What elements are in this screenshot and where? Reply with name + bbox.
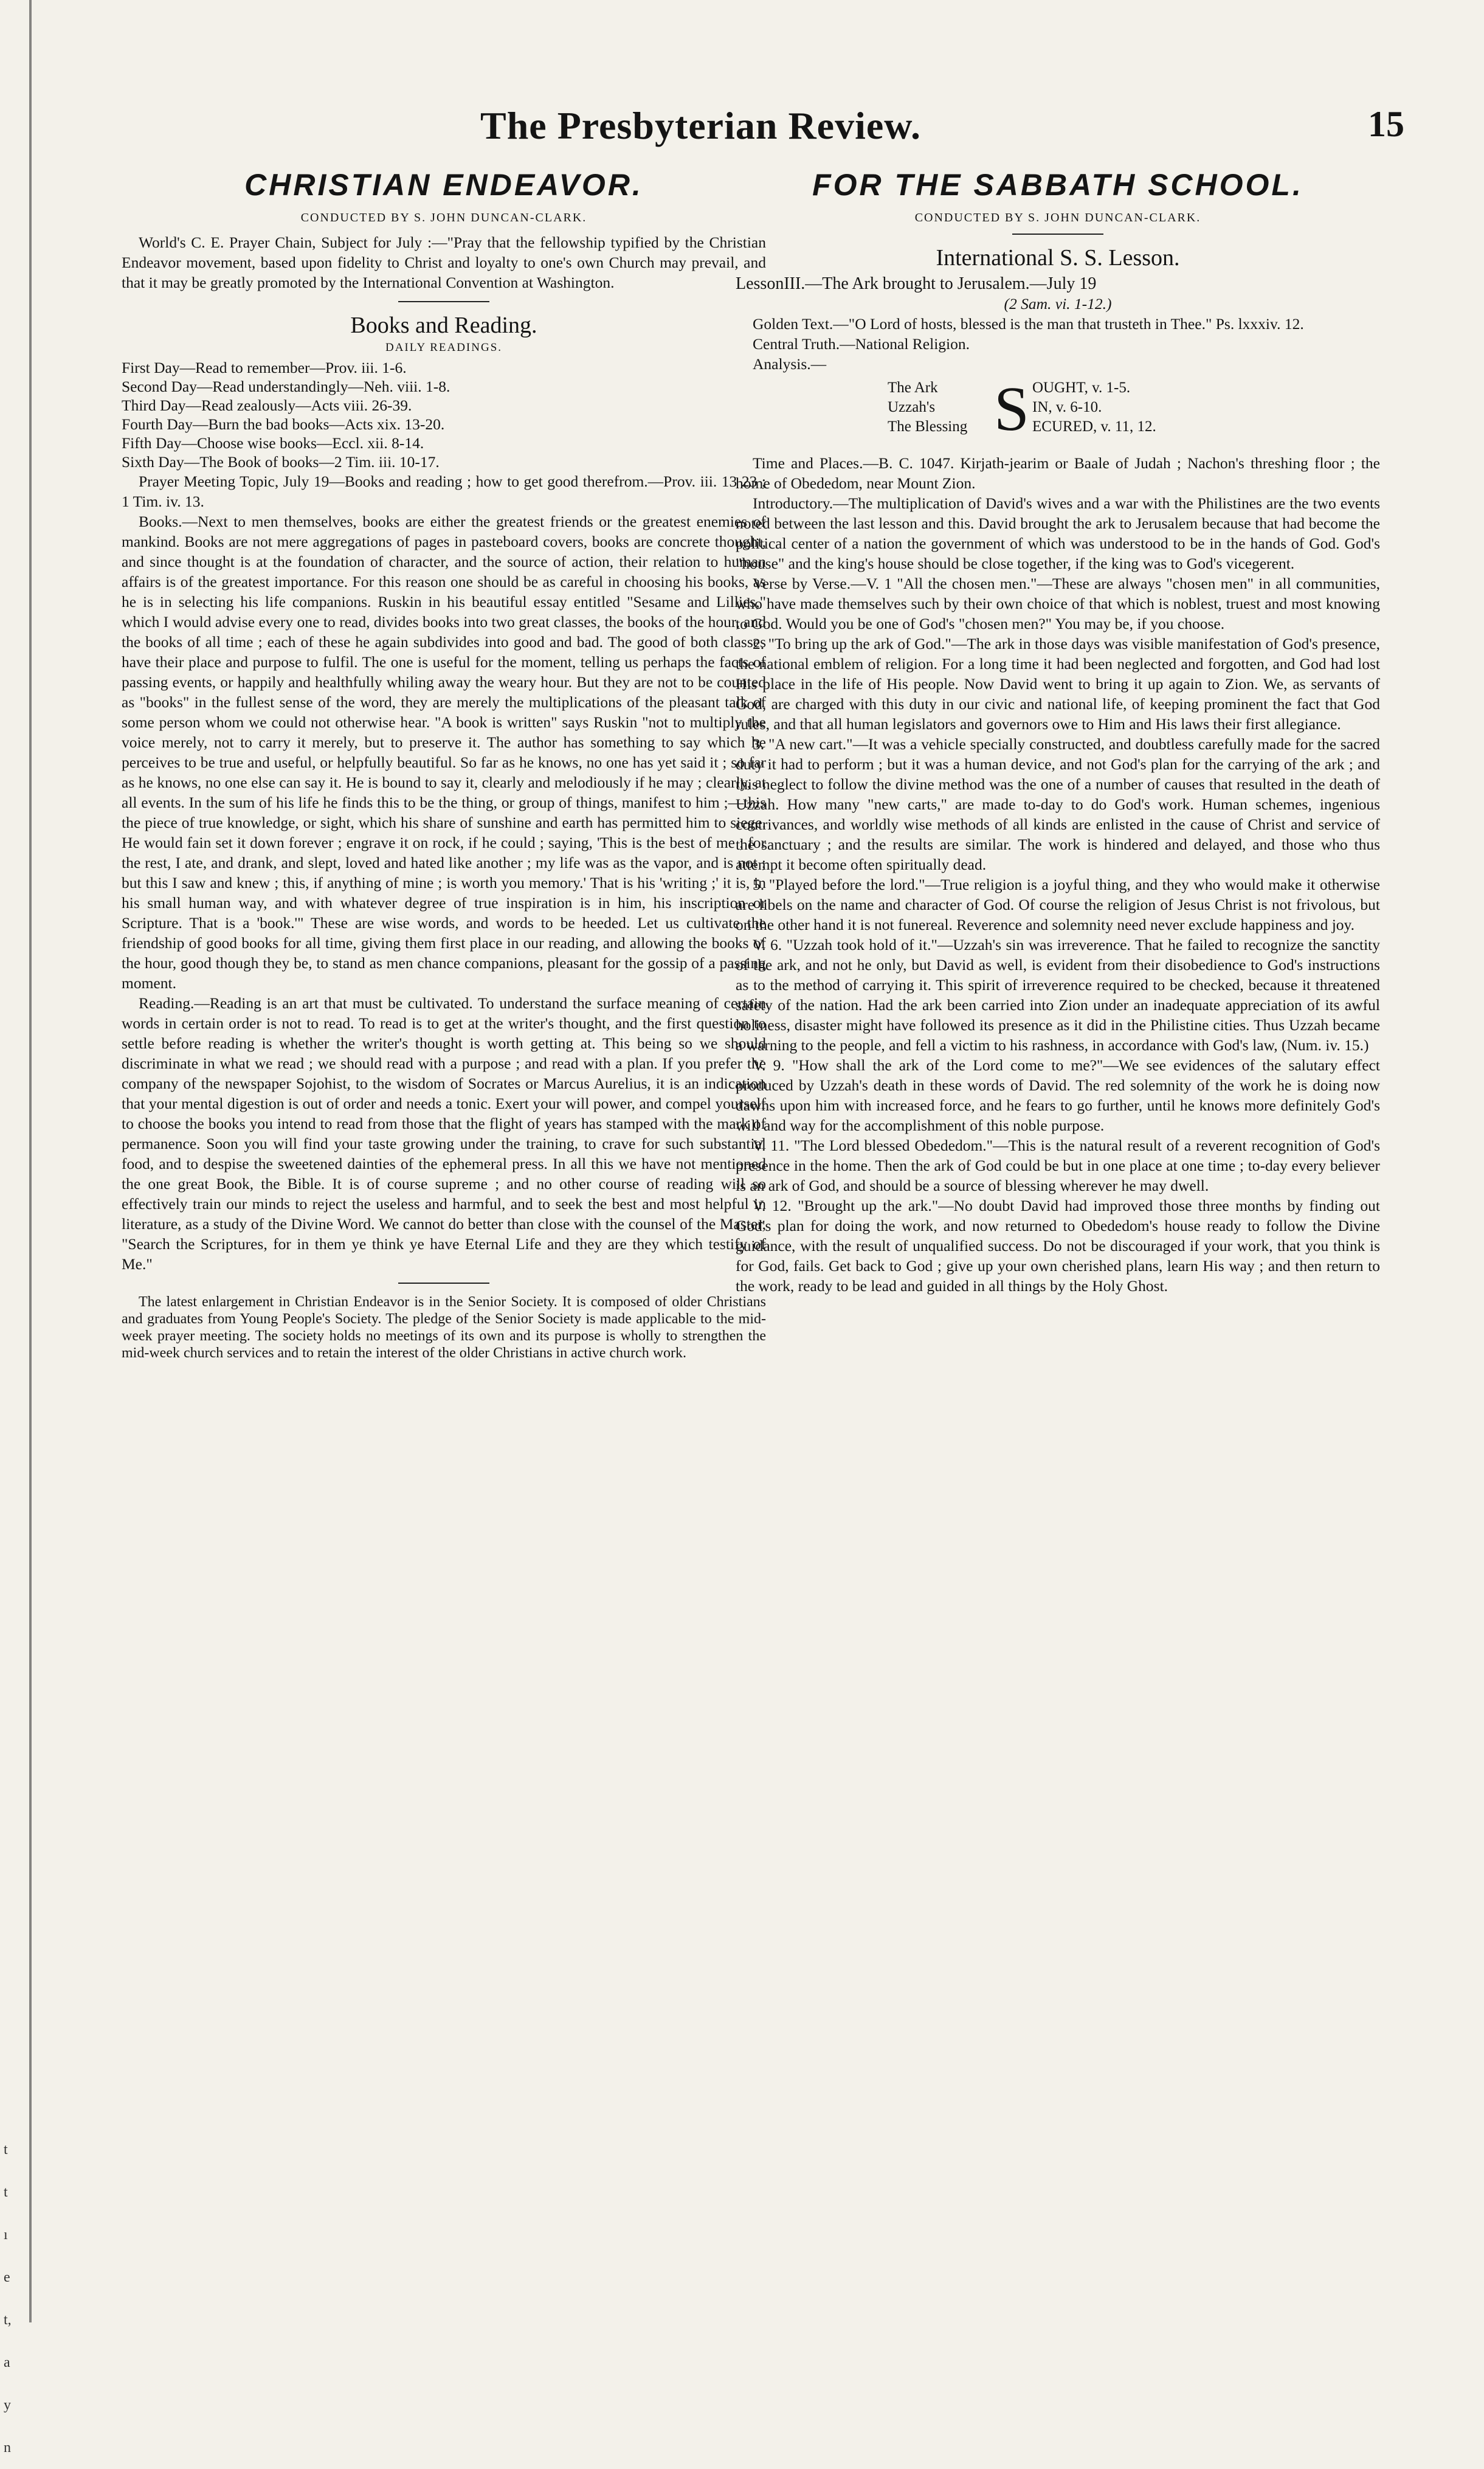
verse-paragraph: V. 9. "How shall the ark of the Lord come to me?"—We see evidences of the salutary effect produced by Uzzah's death in these words of David. The red solemnity of the work he is doing now dawns upon him with increased force, and he fears to go further, until he knows more definitely God's will and way for the accomplishment of this noble purpose. [736,1056,1380,1134]
verse-paragraph: V. 6. "Uzzah took hold of it."—Uzzah's sin was irreverence. That he failed to recognize the sanctity of the ark, and not he only, but David as well, is evident from their disobedience to God's instructions as to the method of carrying it. This spirit of irreverence required to be checked, because it threatened safety of the nation. Had the ark been carried into Zion under an inadequate appreciation of its awful holiness, disaster might have followed its presence as it did in the Philistine cities. Thus Uzzah became a warning to the people, and fell a victim to his rashness, in accordance with God's law, (Num. iv. 15.) [736,936,1380,1054]
introductory-paragraph: Introductory.—The multiplication of David's wives and a war with the Philistines are the two events noted between the last lesson and this. David brought the ark to Jerusalem because that had become the political center of a nation the government of which was understood to be in the hands of God. God's "house" and the king's house should be close together, if the king was to God's vicegerent. [736,494,1380,572]
reading-paragraph: Reading.—Reading is an art that must be cultivated. To understand the surface meaning of certain words in certain order is not to read. To read is to get at the writer's thought, and the first question to settle before reading is whether the writer's thought is worth getting at. This being so we should discriminate in what we read ; we should read with a purpose ; and read with a plan. If you prefer the company of the newspaper Sojohist, to the wisdom of Socrates or Marcus Aurelius, it is an indication that your mental digestion is out of order and needs a tonic. Exert your will power, and compel yourself to choose the books you intend to read from those that the flight of years has stamped with the mark of permanence. Soon you will find your taste growing under the training, to crave for such substantial food, and to despise the sweetened dainties of the ephemeral press. In all this we have not mentioned the one great Book, the Bible. It is of course supreme ; and no other course of reading will so effectively train our minds to reject the useless and harmful, and to seek the best and most helpful in literature, as a study of the Divine Word. We cannot do better than close with the counsel of the Master, "Search the Scriptures, for in them ye think ye have Eternal Life and they are they which testify of Me." [122,994,766,1273]
verse-paragraph: Verse by Verse.—V. 1 "All the chosen men."—These are always "chosen men" in all communities, who have made themselves such by their own choice of that which is noblest, truest and most knowing to God. Would you be one of God's "chosen men?" You may be, if you choose. [736,575,1380,632]
left-column [122,167,766,1362]
prayer-meeting-topic: Prayer Meeting Topic, July 19—Books and reading ; how to get good therefrom.—Prov. iii. 13 23 ; 1 Tim. iv. 13. [122,473,766,510]
analysis-brace-letter: S [994,374,1029,444]
verse-paragraph: 3. "A new cart."—It was a vehicle specially constructed, and doubtless carefully made for the sacred duty it had to perform ; but it was a human device, and not God's plan for the carrying of the ark ; and this neglect to follow the divine method was the one of a number of causes that resulted in the death of Uzzah. How many "new carts," are made to-day to do God's work. Human schemes, ingenious contrivances, and worldly wise methods of all kinds are enlisted in the cause of Christ and service of the sanctuary ; and the results are similar. The work is hindered and delayed, and those who thus attempt it become often spiritually dead. [736,735,1380,873]
verse-paragraph: 5. "Played before the lord."—True religion is a joyful thing, and they who would make it otherwise are libels on the name and character of God. Of course the religion of Jesus Christ is not frivolous, but on the other hand it is not funereal. Reverence and solemnity need never exclude happiness and joy. [736,876,1380,933]
analysis-item: ECURED, v. 11, 12. [1032,418,1156,435]
analysis-diagram [736,376,1380,448]
senior-society-text: The latest enlargement in Christian Endeavor is in the Senior Society. It is composed of older Christians and graduates from Young People's Society. The pledge of the Senior Society is made applicable to the mid-week prayer meeting. The society holds no meetings of its own and its purpose is wholly to strengthen the mid-week church services and to retain the interest of the older Christians in active church work. [122,1294,766,1361]
section-heading-sabbath-school: FOR THE SABBATH SCHOOL. [812,168,1303,202]
divider [1012,234,1103,235]
lesson-reference: (2 Sam. vi. 1-12.) [1004,295,1112,313]
margin-mark: y [4,2397,11,2413]
section-heading-christian-endeavor: CHRISTIAN ENDEAVOR. [244,168,643,202]
reading-item: Fifth Day—Choose wise books—Eccl. xii. 8-14. [122,434,424,452]
lesson-title: LessonIII.—The Ark brought to Jerusalem.—July 19 [736,274,1097,293]
binding-edge [29,0,32,2322]
byline: CONDUCTED BY S. JOHN DUNCAN-CLARK. [300,211,587,224]
prayer-chain-paragraph: World's C. E. Prayer Chain, Subject for July :—"Pray that the fellowship typified by the Christian Endeavor movement, based upon fidelity to Christ and loyalty to one's own Church may prevail, and that it may be greatly promoted by the International Convention at Washington. [122,234,766,291]
reading-item: Sixth Day—The Book of books—2 Tim. iii. 10-17. [122,453,440,471]
margin-mark: t [4,2184,8,2200]
margin-mark: a [4,2355,10,2370]
margin-mark: ı [4,2227,8,2243]
senior-society-note [122,1293,766,1362]
reading-item: Second Day—Read understandingly—Neh. viii. 1-8. [122,378,450,395]
divider [398,1283,489,1284]
analysis-item: IN, v. 6-10. [1032,399,1102,415]
central-truth: Central Truth.—National Religion. [753,335,970,353]
running-head [0,103,1484,152]
verse-paragraph: V. 11. "The Lord blessed Obededom."—This is the natural result of a reverent recognition of God's presence in the home. Then the ark of God could be but in one place at one time ; to-day every believer is an ark of God, and should be a source of blessing wherever he may dwell. [736,1137,1380,1194]
margin-marks [4,2128,22,2469]
journal-title: The Presbyterian Review. [480,104,921,147]
margin-mark: e [4,2270,10,2285]
verse-paragraph: V. 12. "Brought up the ark."—No doubt David had improved those three months by finding out God's plan for doing the work, and now returned to Obededom's house ready to follow the Divine guidance, with the result of unqualified success. Do not be discouraged if your work, that you think is for God, fails. Get back to God ; give up your own cherished plans, learn His way ; and then return to the work, ready to be lead and guided in all things by the Holy Ghost. [736,1197,1380,1295]
analysis-label-item: The Blessing [888,418,968,435]
analysis-label: Analysis.— [753,355,827,373]
daily-readings-label: DAILY READINGS. [385,341,503,354]
analysis-label-item: The Ark [888,379,938,396]
reading-item: Fourth Day—Burn the bad books—Acts xix. 13-20. [122,415,445,433]
books-reading-heading: Books and Reading. [350,313,537,338]
margin-mark: t [4,2142,8,2158]
right-column [736,167,1380,1296]
reading-item: Third Day—Read zealously—Acts viii. 26-39. [122,396,412,414]
margin-mark: t, [4,2312,12,2328]
time-and-places: Time and Places.—B. C. 1047. Kirjath-jearim or Baale of Judah ; Nachon's threshing floor ; the home of Obededom, near Mount Zion. [736,454,1380,492]
analysis-item: OUGHT, v. 1-5. [1032,379,1131,396]
divider [398,301,489,302]
margin-mark: n [4,2440,11,2456]
lesson-heading: International S. S. Lesson. [936,245,1180,271]
reading-item: First Day—Read to remember—Prov. iii. 1-6. [122,359,407,376]
byline: CONDUCTED BY S. JOHN DUNCAN-CLARK. [914,211,1201,224]
analysis-label-item: Uzzah's [888,399,936,415]
page-number: 15 [1368,104,1404,144]
daily-readings-list [122,358,766,471]
golden-text: Golden Text.—"O Lord of hosts, blessed is the man that trusteth in Thee." Ps. lxxxiv. 12. [753,315,1304,333]
books-paragraph: Books.—Next to men themselves, books are either the greatest friends or the greatest enemies of mankind. Books are not mere aggregations of pages in pasteboard covers, books are concrete thought, and since thought is at the foundation of character, and the source of action, their relation to human affairs is of the greatest importance. For this reason one should be as careful in choosing his books, as he is in selecting his life companions. Ruskin in his beautiful essay entitled "Sesame and Lillies," which I would advise every one to read, divides books into two great classes, the books of the hour, and the books of all time ; each of these he again subdivides into good and bad. The good of both classes have their place and purpose to fulfil. The one is useful for the moment, telling us perhaps the facts of passing events, or happily and healthfully whiling away the weary hour. But they are not to be counted as "books" in the fullest sense of the word, they are merely the multiplications of the pleasant talk of some person whom we could not otherwise hear. "A book is written" says Ruskin "not to multiply the voice merely, not to carry it merely, but to preserve it. The author has something to say which he perceives to be true and useful, or helpfully beautiful. So far as he knows, no one has yet said it ; so far as he knows, no one else can say it. He is bound to say it, clearly and melodiously if he may ; clearly, at all events. In the sum of his life he finds this to be the thing, or group of things, manifest to him ;—this the piece of true knowledge, or sight, which his share of sunshine and earth has permitted him to siege. He would fain set it down forever ; engrave it on rock, if he could ; saying, 'This is the best of me ; for the rest, I ate, and drank, and slept, loved and hated like another ; my life was as the vapor, and is not ; but this I saw and knew ; this, if anything of mine ; is worth you memory.' That is his 'writing ;' it is, in his small human way, and with whatever degree of true inspiration is in him, his inscription or Scripture. That is a 'book.'" These are wise words, and words to be heeded. Let us cultivate the friendship of good books for all time, giving them first place in our reading, and allowing the books of the hour, good though they be, to stand as men chance companions, pleasant for the gossip of a passing moment. [122,513,766,992]
verse-paragraph: 2. "To bring up the ark of God."—The ark in those days was visible manifestation of God's presence, the national emblem of religion. For a long time it had been neglected and forgotten, and God had lost His place in the life of His people. Now David went to bring it up again to Zion. We, as servants of God, are charged with this duty in our civic and national life, of keeping prominent the fact that God rules, and that all human legislators and governors owe to Him and His laws their first allegiance. [736,635,1380,733]
